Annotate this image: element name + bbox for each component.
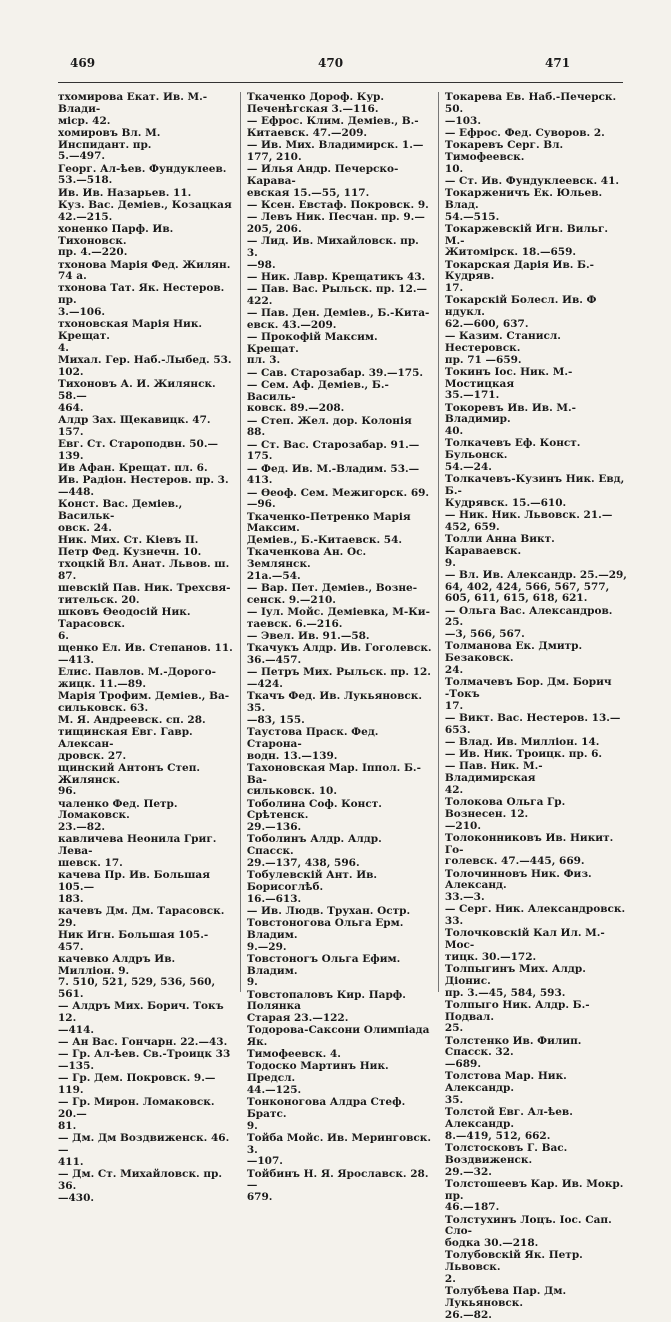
directory-entry: — Ан Вас. Гончарн. 22.—43. [58,1036,228,1049]
directory-entry: Тоболинъ Алдр. Алдр. Спасск. 29.—137, 438, 596. [246,833,382,869]
directory-entry: Токоревъ Ив. Ив. М.-Владимир. 40. [444,401,577,438]
page-number-middle: 470 [318,56,344,70]
directory-entry: Ник Игн. Большая 105.- 457. [58,928,209,953]
directory-entry: чаленко Фед. Петр. Ломаковск. 23.—82. [58,797,178,834]
directory-entry: Токаржевскій Игн. Вильг. М.- Житомірск. 18.—659. [444,222,609,259]
directory-entry: хоненко Парф. Ив. Тихоновск. пр. 4.—220. [58,222,174,259]
directory-entry: — Степ. Жел. дор. Колонія 88. [246,414,412,439]
directory-entry: хомировъ Вл. М. Инспидант. пр. 5.—497. [58,126,161,163]
directory-entry: Толочинновъ Ник. Физ. Александ. 33.—3. [444,867,592,904]
directory-entry: — Гр. Ал-ѣев. Св.-Троицк 33 —135. [58,1048,231,1073]
directory-column-right [444,91,630,1321]
header-rule [58,82,623,83]
directory-entry: — Фед. Ив. М.-Владим. 53.— 413. [246,462,420,487]
directory-entry: — Гр. Мирон. Ломаковск. 20.— 81. [58,1096,215,1132]
directory-entry: — Ст. Ив. Фундуклеевск. 41. [444,174,620,187]
directory-entry: Конст. Вас. Деміев., Васильк- овск. 24. [58,497,183,534]
directory-entry: — Ник. Лавр. Крещатикъ 43. [246,270,426,283]
directory-entry: Петр Фед. Кузнечн. 10. [58,545,202,558]
directory-entry: шевскій Пав. Ник. Трехсвя- тительск. 20. [58,582,231,606]
directory-entry: Евг. Ст. Староподвн. 50.— 139. [58,437,218,462]
directory-entry: тхоновская Марія Ник. Крещат. 4. [58,318,203,354]
directory-entry: Толокова Ольга Гр. Вознесен. 12. —210. [444,796,566,832]
column-divider [240,92,241,992]
directory-entry: — Ефрос. Клим. Деміев., В.- Китаевск. 47.—209. [246,114,419,139]
directory-entry: тищинская Евг. Гавр. Алексан- дровск. 27. [58,726,193,762]
directory-entry: — Вл. Ив. Александр. 25.—29, 64, 402, 424, 566, 567, 577, 605, 611, 615, 618, 621. [444,568,627,605]
directory-entry: Ив. Радіон. Нестеров. пр. 3. —448. [58,473,229,498]
directory-entry: — Ольга Вас. Александров. 25. —3, 566, 567. [444,604,613,641]
directory-entry: Толстосковъ Г. Вас. Воздвиженск. 29.—32. [444,1142,568,1178]
directory-entry: тхомирова Екат. Ив. М.-Влади- міср. 42. [58,91,208,127]
directory-entry: Толпыго Ник. Алдр. Б.-Подвал. 25. [444,998,590,1035]
directory-entry: Толоконниковъ Ив. Никит. Го- голевск. 47.—445, 669. [444,831,614,868]
directory-entry: Елис. Павлов. М.-Дорого- жицк. 11.—89. [58,665,217,690]
directory-entry: Толли Анна Викт. Караваевск. 9. [444,532,555,569]
directory-entry: — Влад. Ив. Милліон. 14. [444,735,600,748]
directory-entry: Ткаченко-Петренко Марія Максим. Деміев., Б.-Китаевск. 54. [246,510,411,547]
directory-entry: Токинъ Іос. Ник. М.-Мостицкая 35.—171. [444,365,573,402]
directory-entry: — Илья Андр. Печерско-Карава- евская 15.—55, 117. [246,162,399,199]
directory-entry: Ткаченко Дороф. Кур. Печенѣгская 3.—116. [246,91,385,115]
directory-entry: — Прокофій Максим. Крещат. пл. 3. [246,330,378,367]
directory-entry: щинский Антонъ Степ. Жилянск. 96. [58,761,201,798]
directory-entry: — Викт. Вас. Нестеров. 13.— 653. [444,711,621,736]
directory-entry: Толстухинъ Лоцъ. Іос. Сап. Сло- бодка 30.—218. [444,1213,612,1250]
directory-entry: Токарева Ев. Наб.-Печерск. 50. —103. [444,91,617,127]
page-number-right: 471 [545,56,571,70]
directory-entry: Толстова Мар. Ник. Александр. 35. [444,1070,567,1107]
directory-entry: Таустова Праск. Фед. Старона- водн. 13.—139. [246,726,379,762]
directory-entry: Куз. Вас. Деміев., Козацкая 42.—215. [58,198,232,223]
directory-entry: — Сав. Старозабар. 39.—175. [246,366,424,379]
directory-entry: Марія Трофим. Деміев., Ва- сильковск. 63. [58,689,230,714]
directory-entry: Толстой Евг. Ал-ѣев. Александр. 8.—419, 512, 662. [444,1106,573,1142]
directory-entry: Тоболина Соф. Конст. Срѣтенск. 29.—136. [246,797,382,834]
directory-entry: Токарскій Болесл. Ив. Ф ндукл. 62.—600, 637. [444,294,597,330]
directory-entry: — Ст. Вас. Старозабар. 91.— 175. [246,438,420,463]
directory-entry: качевко Алдръ Ив. Милліон. 9. 7. 510, 521, 529, 536, 560, 561. [58,952,216,1001]
directory-entry: — Гр. Дем. Покровск. 9.—119. [58,1072,216,1097]
directory-entry: — Ив. Людв. Трухан. Остр. [246,904,411,917]
directory-entry: Толпыгинъ Мих. Алдр. Діонис. пр. 3.—45, 584, 593. [444,963,586,999]
page-number-header [0,56,671,72]
directory-entry: Толмачевъ Бор. Дм. Борич -Токъ 17. [444,676,612,712]
directory-entry: — Дм. Дм Воздвиженск. 46.— 411. [58,1132,230,1168]
directory-entry: тхоцкій Вл. Анат. Львов. ш. 87. [58,558,230,582]
directory-entry: тхонова Марія Фед. Жилян. 74 а. [58,258,231,283]
directory-entry: — Ѳеоф. Сем. Межигорск. 69. —96. [246,486,430,511]
directory-entry: — Эвел. Ив. 91.—58. [246,630,370,643]
directory-entry: — Дм. Ст. Михайловск. пр. 36. —430. [58,1167,223,1204]
directory-entry: Ив Афан. Крещат. пл. 6. [58,461,208,474]
directory-entry: Михал. Гер. Наб.-Лыбед. 53. 102. [58,354,232,378]
directory-entry: Ив. Ив. Назарьев. 11. [58,186,192,199]
directory-entry: Толубовскій Як. Петр. Львовск. 2. [444,1249,583,1285]
directory-entry: Толубѣева Пар. Дм. Лукьяновск. 26.—82. [444,1285,567,1321]
directory-entry: — Серг. Ник. Александровск. 33. [444,903,626,928]
directory-entry: — Ник. Ник. Львовск. 21.— 452, 659. [444,508,613,533]
directory-entry: Ник. Мих. Ст. Кіевъ II. [58,533,199,546]
directory-entry: Георг. Ал-ѣев. Фундуклеев. 53.—518. [58,162,227,187]
directory-entry: Толстенко Ив. Филип. Спасск. 32. —689. [444,1034,582,1071]
directory-entry: шковъ Ѳеодосій Ник. Тарасовск. 6. [58,606,191,642]
directory-column-middle [246,91,432,1204]
directory-entry: Товстоногъ Ольга Ефим. Владим. 9. [246,952,401,989]
directory-entry: — Казим. Станисл. Нестеровск. пр. 71 —659. [444,330,561,366]
directory-entry: качева Пр. Ив. Большая 105.— 183. [58,869,210,905]
directory-entry: Тойбинъ Н. Я. Ярославск. 28.— 679. [246,1167,429,1204]
directory-entry: — Ефрос. Фед. Суворов. 2. [444,126,605,139]
directory-entry: Товстопаловъ Кир. Парф. Полянка Старая 23.—122. [246,988,406,1025]
directory-column-left [58,91,234,1204]
directory-entry: — Алдръ Мих. Борич. Токъ 12. —414. [58,1000,224,1037]
directory-entry: Тобулевскій Ант. Ив. Борисоглѣб. 16.—613. [246,869,378,905]
page-number-left: 469 [70,56,96,70]
directory-entry: Токаревъ Серг. Вл. Тимофеевск. 10. [444,138,564,175]
directory-entry: Токарская Дарія Ив. Б.-Кудряв. 17. [444,258,595,295]
directory-entry: кавличева Неонила Григ. Лева- шевск. 17. [58,833,217,869]
directory-entry: — Вар. Пет. Деміев., Возне- сенск. 9.—210. [246,582,418,606]
directory-entry: — Лид. Ив. Михайловск. пр. 3. —98. [246,234,419,271]
directory-entry: Толстошеевъ Кар. Ив. Мокр. пр. 46.—187. [444,1177,624,1214]
directory-entry: — Сем. Аф. Деміев., Б.-Василь- ковск. 89.—208. [246,378,389,415]
directory-entry: Толманова Ек. Дмитр. Безаковск. 24. [444,640,583,676]
directory-entry: Тихоновъ А. И. Жилянск. 58.— 464. [58,378,216,414]
directory-entry: Толкачевъ Еф. Конст. Бульонск. 54.—24. [444,437,581,473]
directory-entry: качевъ Дм. Дм. Тарасовск. 29. [58,904,225,929]
directory-entry: Токарженичъ Ек. Юльев. Влад. 54.—515. [444,186,603,223]
directory-entry: Алдр Зах. Щекавицк. 47. 157. [58,413,211,438]
directory-entry: Толкачевъ-Кузинъ Ник. Евд, Б.- Кудрявск. 15.—610. [444,473,625,509]
directory-entry: — Пав. Ден. Деміев., Б.-Кита- евск. 43.—209. [246,306,430,331]
directory-entry: Товстоногова Ольга Ерм. Владим. 9.—29. [246,917,404,953]
directory-entry: Тодорова-Саксони Олимпіада Як. Тимофеевск. 4. [246,1024,430,1061]
directory-entry: Ткачукъ Алдр. Ив. Гоголевск. 36.—457. [246,642,432,667]
directory-entry: — Іул. Мойс. Деміевка, М-Ки- таевск. 6.—216. [246,606,430,630]
directory-entry: Тонконогова Алдра Стеф. Братс. 9. [246,1096,406,1132]
directory-entry: М. Я. Андреевск. сп. 28. [58,713,206,726]
directory-entry: Ткачъ Фед. Ив. Лукьяновск. 35. —83, 155. [246,690,422,726]
directory-entry: — Ксен. Евстаф. Покровск. 9. [246,198,429,211]
directory-entry: Тахоновская Мар. Іппол. Б.-Ва- сильковск. 10. [246,761,421,798]
directory-entry: — Пав. Ник. М.-Владимирская 42. [444,760,543,796]
directory-entry: — Ив. Ник. Троицк. пр. 6. [444,748,603,761]
directory-entry: тхонова Тат. Як. Нестеров. пр. 3.—106. [58,282,225,319]
directory-entry: Тодоско Мартинъ Ник. Предсл. 44.—125. [246,1060,389,1096]
directory-entry: — Пав. Вас. Рыльск. пр. 12.— 422. [246,282,428,307]
directory-entry: — Ив. Мих. Владимирск. 1.— 177, 210. [246,138,424,163]
directory-entry: щенко Ел. Ив. Степанов. 11. —413. [58,641,233,666]
directory-entry: — Левъ Ник. Песчан. пр. 9.— 205, 206. [246,210,425,235]
directory-entry: Толочковскій Кал Ил. М.-Мос- тицк. 30.—172. [444,927,605,963]
directory-entry: — Петръ Мих. Рыльск. пр. 12. —424. [246,666,431,691]
directory-entry: Тойба Мойс. Ив. Меринговск. 3. —107. [246,1131,432,1168]
directory-entry: Ткаченкова Ан. Ос. Землянск. 21а.—54. [246,546,367,582]
column-divider [438,92,439,992]
directory-columns [58,91,630,1321]
